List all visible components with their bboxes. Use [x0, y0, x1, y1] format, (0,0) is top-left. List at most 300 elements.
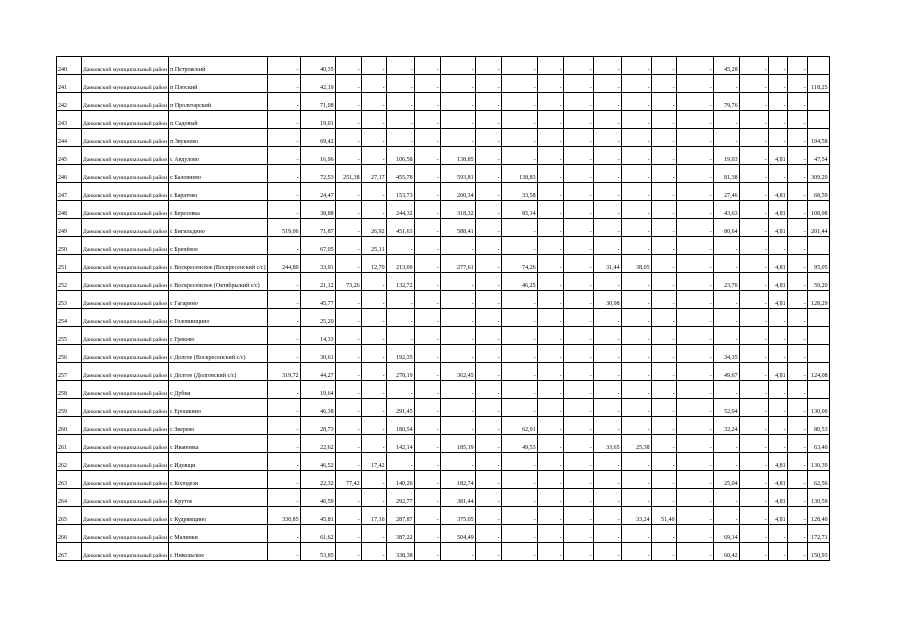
row-number: 259	[57, 399, 82, 417]
district-cell: Данковский муниципальный район	[82, 255, 169, 273]
settlement-cell: с Бренёвое	[169, 237, 267, 255]
value-cell: -	[267, 129, 300, 147]
value-cell: -	[537, 219, 563, 237]
value-cell: 593,81	[440, 165, 475, 183]
value-cell: -	[386, 75, 414, 93]
value-cell: -	[386, 57, 414, 75]
value-cell: -	[621, 291, 651, 309]
value-cell: -	[593, 237, 621, 255]
value-cell: 33,65	[593, 435, 621, 453]
table-row	[57, 219, 830, 237]
district-cell: Данковский муниципальный район	[82, 309, 169, 327]
value-cell: -	[386, 309, 414, 327]
value-cell: -	[361, 417, 386, 435]
value-cell: -	[414, 453, 440, 471]
value-cell: -	[475, 381, 501, 399]
value-cell: -	[651, 201, 676, 219]
value-cell: 504,49	[440, 525, 475, 543]
value-cell: -	[676, 201, 713, 219]
value-cell	[807, 381, 829, 399]
row-number: 261	[57, 435, 82, 453]
value-cell: 17,42	[361, 453, 386, 471]
value-cell: -	[787, 165, 807, 183]
value-cell: -	[267, 183, 300, 201]
value-cell: -	[651, 75, 676, 93]
value-cell: -	[440, 309, 475, 327]
district-cell: Данковский муниципальный район	[82, 381, 169, 399]
value-cell: -	[501, 543, 537, 561]
district-cell: Данковский муниципальный район	[82, 363, 169, 381]
value-cell: -	[414, 57, 440, 75]
value-cell: -	[621, 381, 651, 399]
value-cell: -	[335, 291, 361, 309]
table-row	[57, 165, 830, 183]
value-cell: -	[414, 417, 440, 435]
value-cell: -	[475, 183, 501, 201]
value-cell: -	[537, 471, 563, 489]
value-cell: -	[361, 399, 386, 417]
value-cell: -	[676, 129, 713, 147]
settlement-cell: п Петровский	[169, 57, 267, 75]
value-cell: 43,63	[713, 201, 739, 219]
value-cell: -	[267, 273, 300, 291]
value-cell: -	[501, 75, 537, 93]
value-cell: -	[267, 525, 300, 543]
value-cell: -	[593, 327, 621, 345]
value-cell: -	[501, 291, 537, 309]
district-cell: Данковский муниципальный район	[82, 543, 169, 561]
value-cell: 44,27	[300, 363, 335, 381]
value-cell: -	[501, 345, 537, 363]
value-cell: -	[713, 111, 739, 129]
value-cell: 81,38	[713, 165, 739, 183]
value-cell: 132,72	[386, 273, 414, 291]
value-cell: -	[386, 93, 414, 111]
value-cell: -	[537, 183, 563, 201]
value-cell: -	[475, 363, 501, 381]
value-cell: -	[361, 525, 386, 543]
value-cell: 287,87	[386, 507, 414, 525]
value-cell: 4,81	[768, 453, 787, 471]
value-cell: 45,81	[300, 507, 335, 525]
value-cell: -	[739, 57, 768, 75]
value-cell: 33,58	[501, 183, 537, 201]
value-cell: -	[621, 129, 651, 147]
value-cell: -	[475, 435, 501, 453]
value-cell: -	[787, 111, 807, 129]
value-cell: -	[739, 453, 768, 471]
value-cell: -	[267, 381, 300, 399]
value-cell: -	[335, 543, 361, 561]
value-cell: 319,72	[267, 363, 300, 381]
value-cell: -	[361, 291, 386, 309]
district-cell: Данковский муниципальный район	[82, 435, 169, 453]
value-cell: -	[414, 345, 440, 363]
value-cell: -	[335, 453, 361, 471]
district-cell: Данковский муниципальный район	[82, 507, 169, 525]
value-cell: 25,20	[300, 309, 335, 327]
value-cell: -	[787, 75, 807, 93]
value-cell: -	[593, 381, 621, 399]
settlement-cell: с Баратово	[169, 183, 267, 201]
value-cell: -	[414, 237, 440, 255]
value-cell: -	[563, 309, 593, 327]
table-row	[57, 129, 830, 147]
value-cell: -	[768, 399, 787, 417]
value-cell: -	[713, 507, 739, 525]
value-cell: 24,47	[300, 183, 335, 201]
value-cell: -	[361, 381, 386, 399]
value-cell: -	[475, 453, 501, 471]
value-cell: -	[739, 255, 768, 273]
value-cell: -	[537, 345, 563, 363]
value-cell: -	[787, 291, 807, 309]
value-cell: -	[651, 399, 676, 417]
table-row	[57, 183, 830, 201]
row-number: 254	[57, 309, 82, 327]
value-cell: -	[651, 147, 676, 165]
value-cell: 128,29	[807, 291, 829, 309]
district-cell: Данковский муниципальный район	[82, 201, 169, 219]
value-cell: -	[537, 507, 563, 525]
value-cell: -	[621, 75, 651, 93]
row-number: 249	[57, 219, 82, 237]
settlement-cell: с Греково	[169, 327, 267, 345]
value-cell: 4,81	[768, 489, 787, 507]
value-cell: -	[713, 129, 739, 147]
value-cell: -	[440, 417, 475, 435]
value-cell: 192,35	[386, 345, 414, 363]
value-cell: -	[501, 327, 537, 345]
value-cell: 80,64	[713, 219, 739, 237]
value-cell: -	[335, 111, 361, 129]
value-cell: 387,22	[386, 525, 414, 543]
settlement-cell: с Долгое (Воскресенский с/с)	[169, 345, 267, 363]
value-cell: 33,91	[300, 255, 335, 273]
value-cell: -	[621, 147, 651, 165]
value-cell: 62,91	[501, 417, 537, 435]
value-cell: -	[335, 381, 361, 399]
value-cell: -	[475, 309, 501, 327]
value-cell: -	[475, 237, 501, 255]
value-cell: -	[475, 111, 501, 129]
district-cell: Данковский муниципальный район	[82, 93, 169, 111]
value-cell: 519,06	[267, 219, 300, 237]
value-cell: -	[414, 327, 440, 345]
value-cell: -	[787, 453, 807, 471]
district-cell: Данковский муниципальный район	[82, 345, 169, 363]
value-cell: -	[475, 93, 501, 111]
value-cell: -	[593, 273, 621, 291]
value-cell: -	[361, 327, 386, 345]
value-cell: -	[414, 219, 440, 237]
value-cell: -	[537, 273, 563, 291]
value-cell: -	[414, 507, 440, 525]
value-cell: 46,52	[300, 453, 335, 471]
value-cell: -	[676, 237, 713, 255]
value-cell: -	[335, 147, 361, 165]
value-cell: -	[537, 417, 563, 435]
district-cell: Данковский муниципальный район	[82, 219, 169, 237]
value-cell: -	[537, 57, 563, 75]
value-cell	[807, 111, 829, 129]
value-cell: -	[676, 75, 713, 93]
value-cell: -	[537, 111, 563, 129]
value-cell: 85,14	[501, 201, 537, 219]
value-cell: 16,96	[300, 147, 335, 165]
value-cell: -	[414, 435, 440, 453]
value-cell: -	[621, 183, 651, 201]
value-cell: -	[440, 129, 475, 147]
value-cell: -	[563, 255, 593, 273]
value-cell: -	[440, 57, 475, 75]
value-cell: -	[361, 183, 386, 201]
value-cell: -	[621, 165, 651, 183]
table-row	[57, 309, 830, 327]
value-cell: 118,25	[807, 75, 829, 93]
value-cell: -	[440, 453, 475, 471]
row-number: 257	[57, 363, 82, 381]
settlement-cell: с Ивановка	[169, 435, 267, 453]
value-cell: 138,85	[440, 147, 475, 165]
value-cell: -	[267, 237, 300, 255]
value-cell: -	[563, 165, 593, 183]
value-cell: -	[787, 273, 807, 291]
value-cell: 106,58	[386, 147, 414, 165]
value-cell: 67,05	[300, 237, 335, 255]
value-cell: -	[787, 327, 807, 345]
value-cell: -	[676, 327, 713, 345]
value-cell: -	[563, 471, 593, 489]
value-cell: -	[475, 147, 501, 165]
settlement-cell: с Воскресенское (Октябрьский с/с)	[169, 273, 267, 291]
value-cell: -	[440, 273, 475, 291]
value-cell: -	[593, 309, 621, 327]
value-cell	[807, 327, 829, 345]
value-cell: -	[651, 57, 676, 75]
value-cell: -	[414, 111, 440, 129]
value-cell: -	[475, 543, 501, 561]
value-cell: -	[440, 543, 475, 561]
value-cell: -	[475, 399, 501, 417]
value-cell: -	[676, 345, 713, 363]
district-cell: Данковский муниципальный район	[82, 237, 169, 255]
value-cell: -	[739, 111, 768, 129]
value-cell: -	[563, 147, 593, 165]
value-cell: 451,63	[386, 219, 414, 237]
value-cell: 213,09	[386, 255, 414, 273]
value-cell: -	[739, 183, 768, 201]
value-cell: 19,03	[713, 147, 739, 165]
value-cell: 4,81	[768, 183, 787, 201]
value-cell: -	[414, 291, 440, 309]
value-cell: -	[787, 219, 807, 237]
value-cell: 180,54	[386, 417, 414, 435]
value-cell: -	[563, 489, 593, 507]
value-cell: -	[335, 57, 361, 75]
value-cell: 330,85	[267, 507, 300, 525]
value-cell: -	[768, 435, 787, 453]
value-cell: -	[440, 399, 475, 417]
value-cell: -	[267, 471, 300, 489]
value-cell: -	[676, 381, 713, 399]
value-cell: -	[621, 417, 651, 435]
value-cell: -	[739, 93, 768, 111]
value-cell: -	[787, 147, 807, 165]
value-cell: 30,98	[593, 291, 621, 309]
value-cell: -	[475, 201, 501, 219]
value-cell: -	[651, 453, 676, 471]
value-cell: -	[501, 219, 537, 237]
value-cell: -	[267, 543, 300, 561]
value-cell	[807, 93, 829, 111]
value-cell: -	[787, 471, 807, 489]
value-cell	[807, 309, 829, 327]
value-cell: 130,39	[807, 453, 829, 471]
value-cell: -	[651, 237, 676, 255]
value-cell: -	[593, 543, 621, 561]
value-cell: -	[475, 525, 501, 543]
value-cell: 40,35	[300, 57, 335, 75]
settlement-cell: с Кудрявщино	[169, 507, 267, 525]
value-cell: 38,05	[621, 255, 651, 273]
value-cell: 128,40	[807, 507, 829, 525]
value-cell: -	[676, 255, 713, 273]
value-cell: -	[563, 273, 593, 291]
value-cell: -	[335, 93, 361, 111]
value-cell	[807, 237, 829, 255]
district-cell: Данковский муниципальный район	[82, 399, 169, 417]
value-cell: -	[414, 471, 440, 489]
value-cell: -	[335, 327, 361, 345]
value-cell: -	[787, 93, 807, 111]
district-cell: Данковский муниципальный район	[82, 417, 169, 435]
value-cell: 62,56	[807, 471, 829, 489]
value-cell: -	[768, 93, 787, 111]
value-cell: -	[621, 525, 651, 543]
table-row	[57, 543, 830, 561]
value-cell: 77,42	[335, 471, 361, 489]
value-cell: -	[563, 417, 593, 435]
value-cell: -	[651, 363, 676, 381]
value-cell: -	[414, 165, 440, 183]
value-cell: 130,00	[807, 399, 829, 417]
value-cell: -	[621, 327, 651, 345]
value-cell: -	[787, 543, 807, 561]
district-cell: Данковский муниципальный район	[82, 525, 169, 543]
value-cell: 52,04	[713, 399, 739, 417]
value-cell: -	[501, 381, 537, 399]
value-cell: -	[414, 273, 440, 291]
value-cell: 4,81	[768, 201, 787, 219]
row-number: 264	[57, 489, 82, 507]
value-cell: -	[475, 219, 501, 237]
value-cell: -	[787, 525, 807, 543]
value-cell: -	[475, 327, 501, 345]
value-cell: -	[475, 255, 501, 273]
row-number: 260	[57, 417, 82, 435]
value-cell: -	[739, 75, 768, 93]
value-cell: -	[768, 327, 787, 345]
value-cell: -	[621, 309, 651, 327]
settlement-cell: с Никольское	[169, 543, 267, 561]
value-cell: -	[267, 165, 300, 183]
value-cell: -	[440, 291, 475, 309]
value-cell: -	[593, 129, 621, 147]
value-cell: -	[501, 237, 537, 255]
value-cell: 80,53	[807, 417, 829, 435]
value-cell: -	[440, 345, 475, 363]
value-cell: -	[475, 57, 501, 75]
value-cell: 79,76	[713, 93, 739, 111]
value-cell: -	[537, 237, 563, 255]
value-cell: -	[414, 381, 440, 399]
value-cell: -	[475, 471, 501, 489]
value-cell: -	[676, 147, 713, 165]
value-cell: -	[676, 453, 713, 471]
row-number: 244	[57, 129, 82, 147]
row-number: 240	[57, 57, 82, 75]
value-cell: 291,45	[386, 399, 414, 417]
value-cell: -	[501, 525, 537, 543]
value-cell: -	[414, 183, 440, 201]
value-cell: -	[768, 525, 787, 543]
value-cell: 23,70	[713, 273, 739, 291]
value-cell: -	[361, 363, 386, 381]
value-cell: -	[651, 417, 676, 435]
value-cell: -	[651, 111, 676, 129]
value-cell: -	[475, 291, 501, 309]
value-cell: -	[361, 129, 386, 147]
value-cell: -	[267, 111, 300, 129]
value-cell: -	[361, 435, 386, 453]
value-cell: -	[501, 147, 537, 165]
value-cell: -	[501, 309, 537, 327]
value-cell: -	[386, 381, 414, 399]
value-cell: -	[676, 435, 713, 453]
value-cell: -	[676, 183, 713, 201]
value-cell: -	[475, 345, 501, 363]
value-cell: -	[651, 489, 676, 507]
value-cell: -	[563, 57, 593, 75]
value-cell: 68,59	[807, 183, 829, 201]
value-cell: -	[267, 345, 300, 363]
value-cell: -	[739, 381, 768, 399]
value-cell: 32,24	[713, 417, 739, 435]
value-cell: -	[267, 291, 300, 309]
table-row	[57, 57, 830, 75]
value-cell: -	[335, 435, 361, 453]
value-cell: -	[739, 345, 768, 363]
value-cell: -	[676, 417, 713, 435]
value-cell: 153,73	[386, 183, 414, 201]
row-number: 256	[57, 345, 82, 363]
value-cell: -	[414, 129, 440, 147]
value-cell: -	[386, 327, 414, 345]
value-cell: -	[621, 57, 651, 75]
value-cell: 4,81	[768, 291, 787, 309]
value-cell: -	[651, 543, 676, 561]
value-cell: -	[563, 129, 593, 147]
value-cell: -	[787, 345, 807, 363]
value-cell: -	[621, 273, 651, 291]
value-cell: -	[386, 453, 414, 471]
district-cell: Данковский муниципальный район	[82, 489, 169, 507]
settlement-cell: с Дубки	[169, 381, 267, 399]
value-cell: -	[267, 417, 300, 435]
value-cell: 27,46	[713, 183, 739, 201]
value-cell: 12,70	[361, 255, 386, 273]
